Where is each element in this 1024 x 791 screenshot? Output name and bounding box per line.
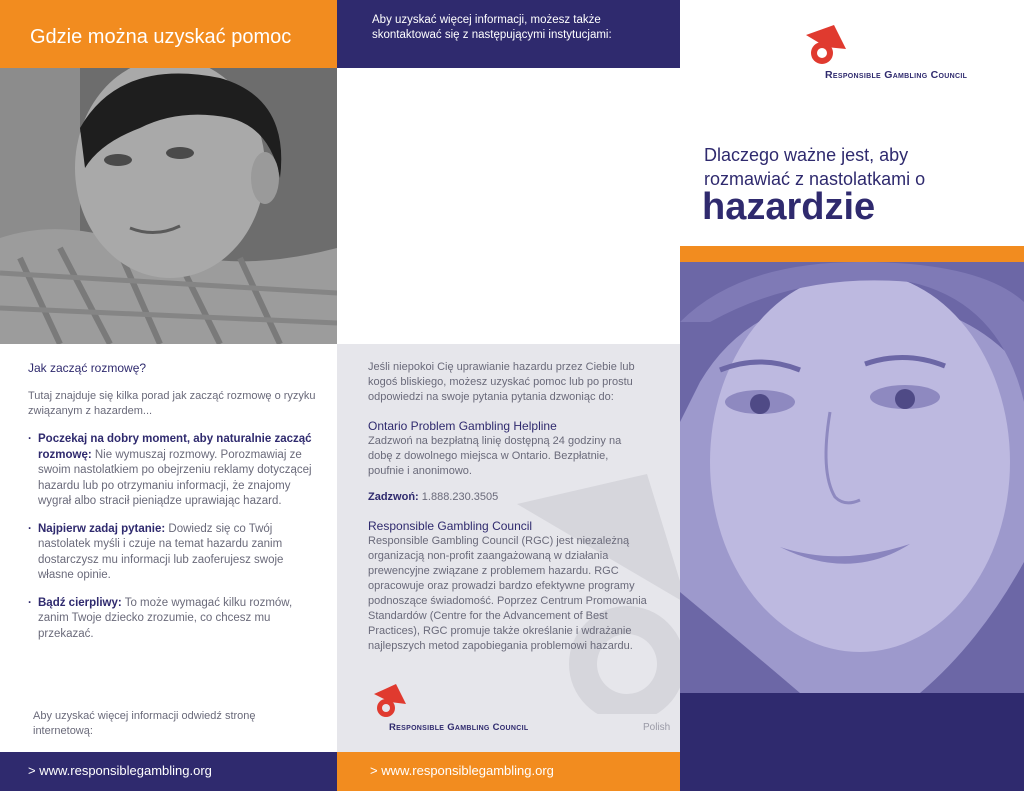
cover-top [680,0,1024,246]
list-item [28,596,318,643]
cover-title-big: hazardzie [702,186,876,228]
rgc-logo [800,25,848,72]
panel2-footer [337,752,680,791]
cover-orange-bar [680,246,1024,262]
tip-text: Dowiedz się co Twój nastolatek myśli i czuje na temat hazardu zanim dostarczysz mu informacji lub zaoferujesz swoje własne opinie. [38,522,284,581]
cover-bottom-band [680,693,1024,791]
intro-text: Tutaj znajduje się kilka porad jak zacząć rozmowę o ryzyku związanym z hazardem... [28,390,316,417]
tip-text: Nie wymuszaj rozmowy. Porozmawiaj ze swoim nastolatkiem po obejrzeniu reklamy dotyczącej hazardu lub po otrzymaniu informacji, że znajomy wygrał albo stracił pieniądze uprawiając hazard. [38,448,312,507]
panel2-blank-area [337,68,680,344]
call-number[interactable]: 1.888.230.3505 [421,491,499,503]
tip-text: To może wymagać kilku rozmów, zanim Twoje dziecko zrozumie, co chcesz mu przekazać. [38,596,293,640]
website-link[interactable]: > www.responsiblegambling.org [28,763,212,778]
tip-heading: Bądź cierpliwy: [38,596,122,609]
rgc-text: Responsible Gambling Council (RGC) jest niezależną organizacją non-profit zaangażowaną w działania prewencyjne związane z problemem hazardu. RGC opracowuje oraz prowadzi bardzo efektywne programy podnoszące świadomość. Poprzez Centrum Promowania Standardów (Centre for the Advancement of Best Practices), RGC promuje także określanie i wdrażanie najlepszych metod zapobiegania problemowi hazardu. [368,535,647,652]
section-title: Jak zacząć rozmowę? [28,361,147,375]
teen-boy-photo [0,68,337,344]
help-intro: Jeśli niepokoi Cię uprawianie hazardu przez Ciebie lub kogoś bliskiego, możesz uzyskać pomoc lub po prostu odpowiedzi na swoje pytania pytania dzwoniąc do: [368,361,635,403]
panel1-header-title: Gdzie można uzyskać pomoc [30,26,292,48]
panel1-footer [0,752,337,791]
panel2-body [337,344,680,752]
panel2-header-text: Aby uzyskać więcej informacji, możesz także skontaktować się z następującymi instytucjami: [372,14,612,41]
language-label: Polish [643,722,671,733]
rgc-logo-icon [800,25,848,67]
rgc-logo-small [368,684,408,723]
cover-title-line2: rozmawiać z nastolatkami o [704,169,926,189]
list-item [28,522,318,584]
cover-title-line1: Dlaczego ważne jest, aby [704,145,909,165]
tip-heading: Najpierw zadaj pytanie: [38,522,166,535]
helpline-text: Zadzwoń na bezpłatną linię dostępną 24 godziny na dobę z dowolnego miejsca w Ontario. Bezpłatnie, poufnie i anonimowo. [368,435,622,477]
cover-title [704,143,925,191]
teen-girl-photo [680,262,1024,693]
panel1-header [0,0,337,68]
call-label: Zadzwoń: [368,491,419,503]
helpline-title: Ontario Problem Gambling Helpline [368,419,557,433]
tips-list [28,432,318,654]
more-info-text: Aby uzyskać więcej informacji odwiedź stronę internetową: [33,710,256,737]
tip-heading: Poczekaj na dobry moment, aby naturalnie zacząć rozmowę: [38,433,312,461]
panel2-header [337,0,680,68]
rgc-logo-text: Responsible Gambling Council [825,69,968,81]
website-link[interactable]: > www.responsiblegambling.org [370,763,554,778]
rgc-logo-text: Responsible Gambling Council [389,722,529,733]
panel1-body [0,344,337,752]
rgc-title: Responsible Gambling Council [368,519,533,533]
call-row [368,490,498,505]
list-item [28,432,318,510]
rgc-logo-icon [368,684,408,718]
